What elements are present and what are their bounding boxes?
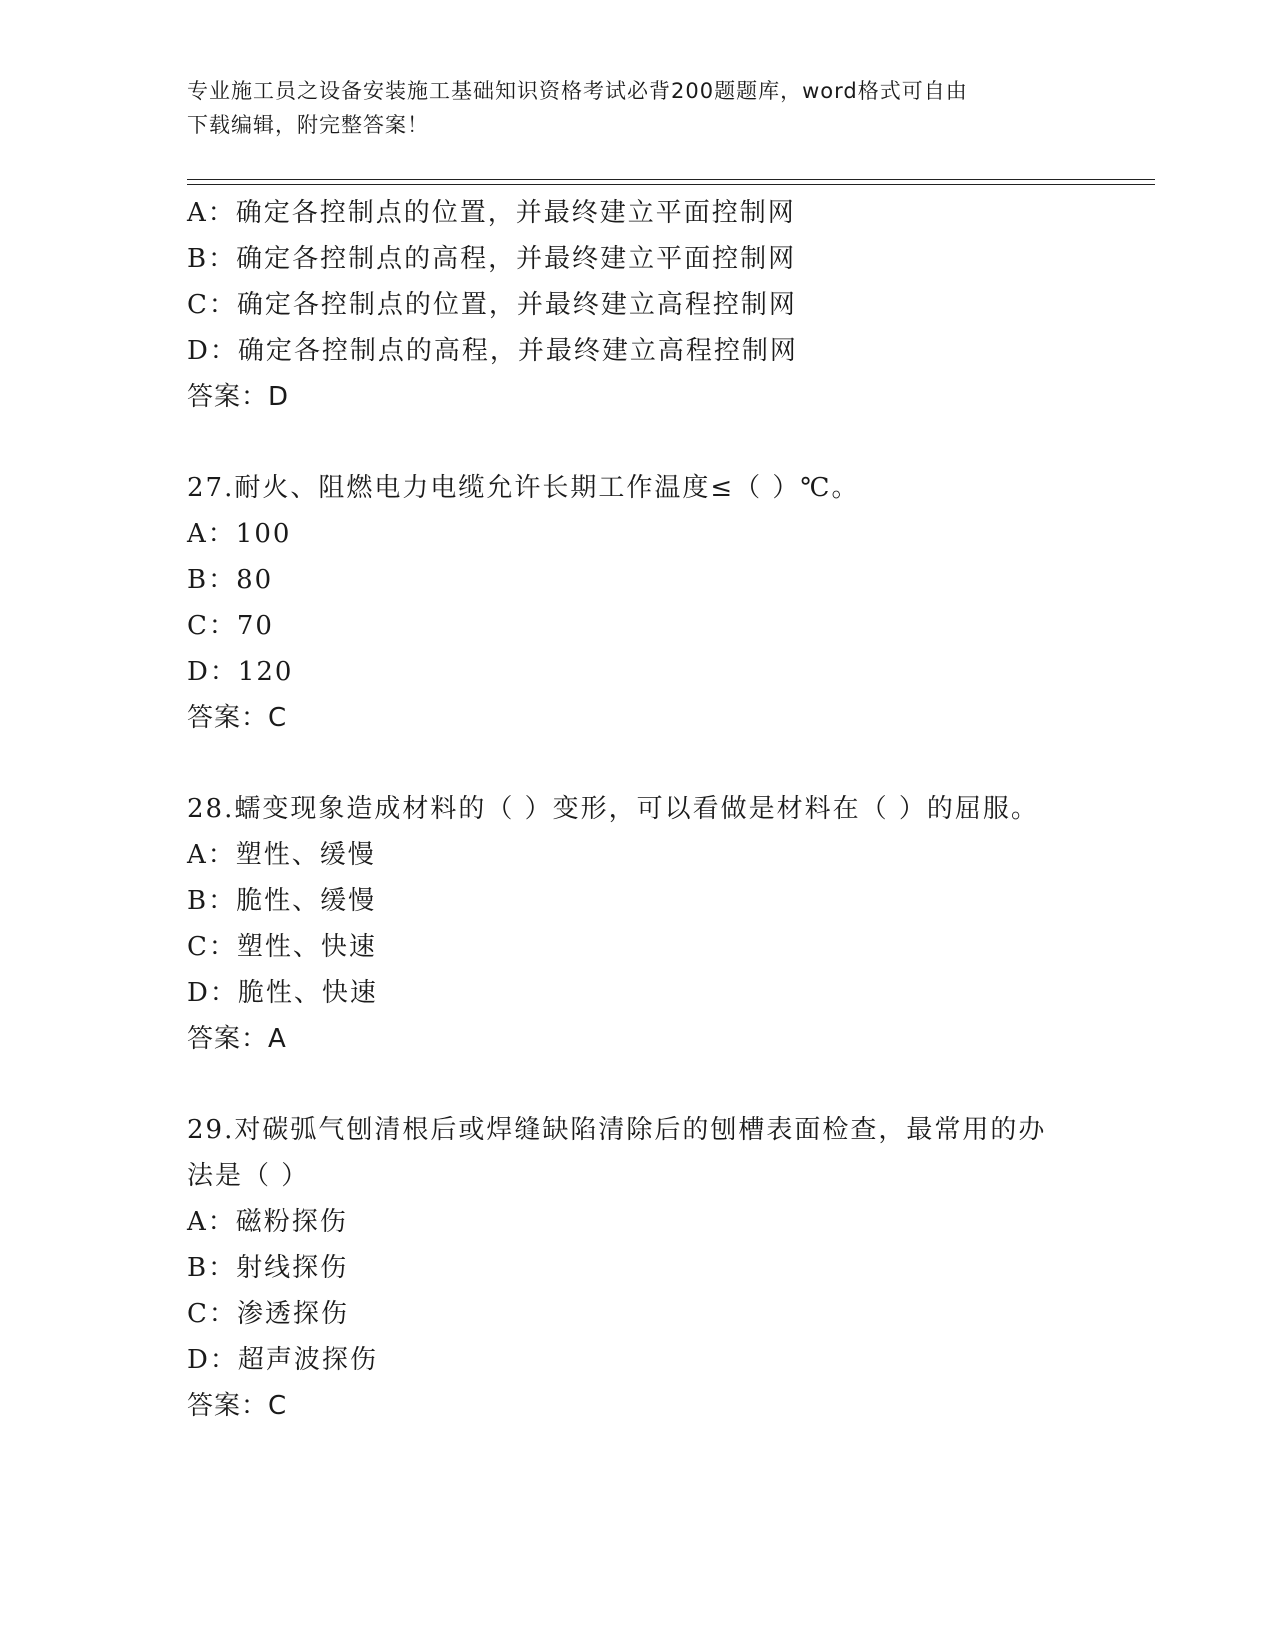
answer-line: 答案：A [187, 1024, 287, 1054]
question-stem: 28.蠕变现象造成材料的（ ）变形，可以看做是材料在（ ）的屈服。 [187, 794, 1039, 824]
question-block-previous [187, 190, 1087, 420]
option-c: C：70 [187, 611, 274, 641]
option-d: D：脆性、快速 [187, 978, 378, 1008]
answer-line: 答案：D [187, 382, 290, 412]
option-a: A：确定各控制点的位置，并最终建立平面控制网 [187, 198, 796, 228]
header-rule-bottom [187, 184, 1155, 185]
option-a: A：塑性、缓慢 [187, 840, 376, 870]
question-block-29 [187, 1107, 1087, 1429]
option-a: A：磁粉探伤 [187, 1207, 348, 1237]
option-d: D：超声波探伤 [187, 1345, 378, 1375]
option-b: B：射线探伤 [187, 1253, 349, 1283]
option-d: D：确定各控制点的高程，并最终建立高程控制网 [187, 336, 798, 366]
header-line-1: 专业施工员之设备安装施工基础知识资格考试必背200题题库，word格式可自由 [187, 79, 968, 103]
option-d: D：120 [187, 657, 294, 687]
question-block-28 [187, 786, 1087, 1062]
question-list [187, 190, 1087, 1429]
header-rule-top [187, 179, 1155, 180]
option-c: C：渗透探伤 [187, 1299, 349, 1329]
question-block-27 [187, 465, 1087, 741]
option-c: C：确定各控制点的位置，并最终建立高程控制网 [187, 290, 797, 320]
spacer [187, 420, 1087, 465]
answer-line: 答案：C [187, 703, 288, 733]
document-header [187, 74, 1077, 142]
spacer [187, 741, 1087, 786]
question-stem-line-2: 法是（ ） [187, 1161, 310, 1191]
option-b: B：确定各控制点的高程，并最终建立平面控制网 [187, 244, 797, 274]
header-line-2: 下载编辑，附完整答案！ [187, 113, 429, 137]
question-stem: 27.耐火、阻燃电力电缆允许长期工作温度≤（ ）℃。 [187, 473, 860, 503]
option-c: C：塑性、快速 [187, 932, 377, 962]
answer-line: 答案：C [187, 1391, 288, 1421]
option-b: B：脆性、缓慢 [187, 886, 377, 916]
question-stem-line-1: 29.对碳弧气刨清根后或焊缝缺陷清除后的刨槽表面检查，最常用的办 [187, 1115, 1047, 1145]
spacer [187, 1062, 1087, 1107]
option-b: B：80 [187, 565, 274, 595]
option-a: A：100 [187, 519, 292, 549]
